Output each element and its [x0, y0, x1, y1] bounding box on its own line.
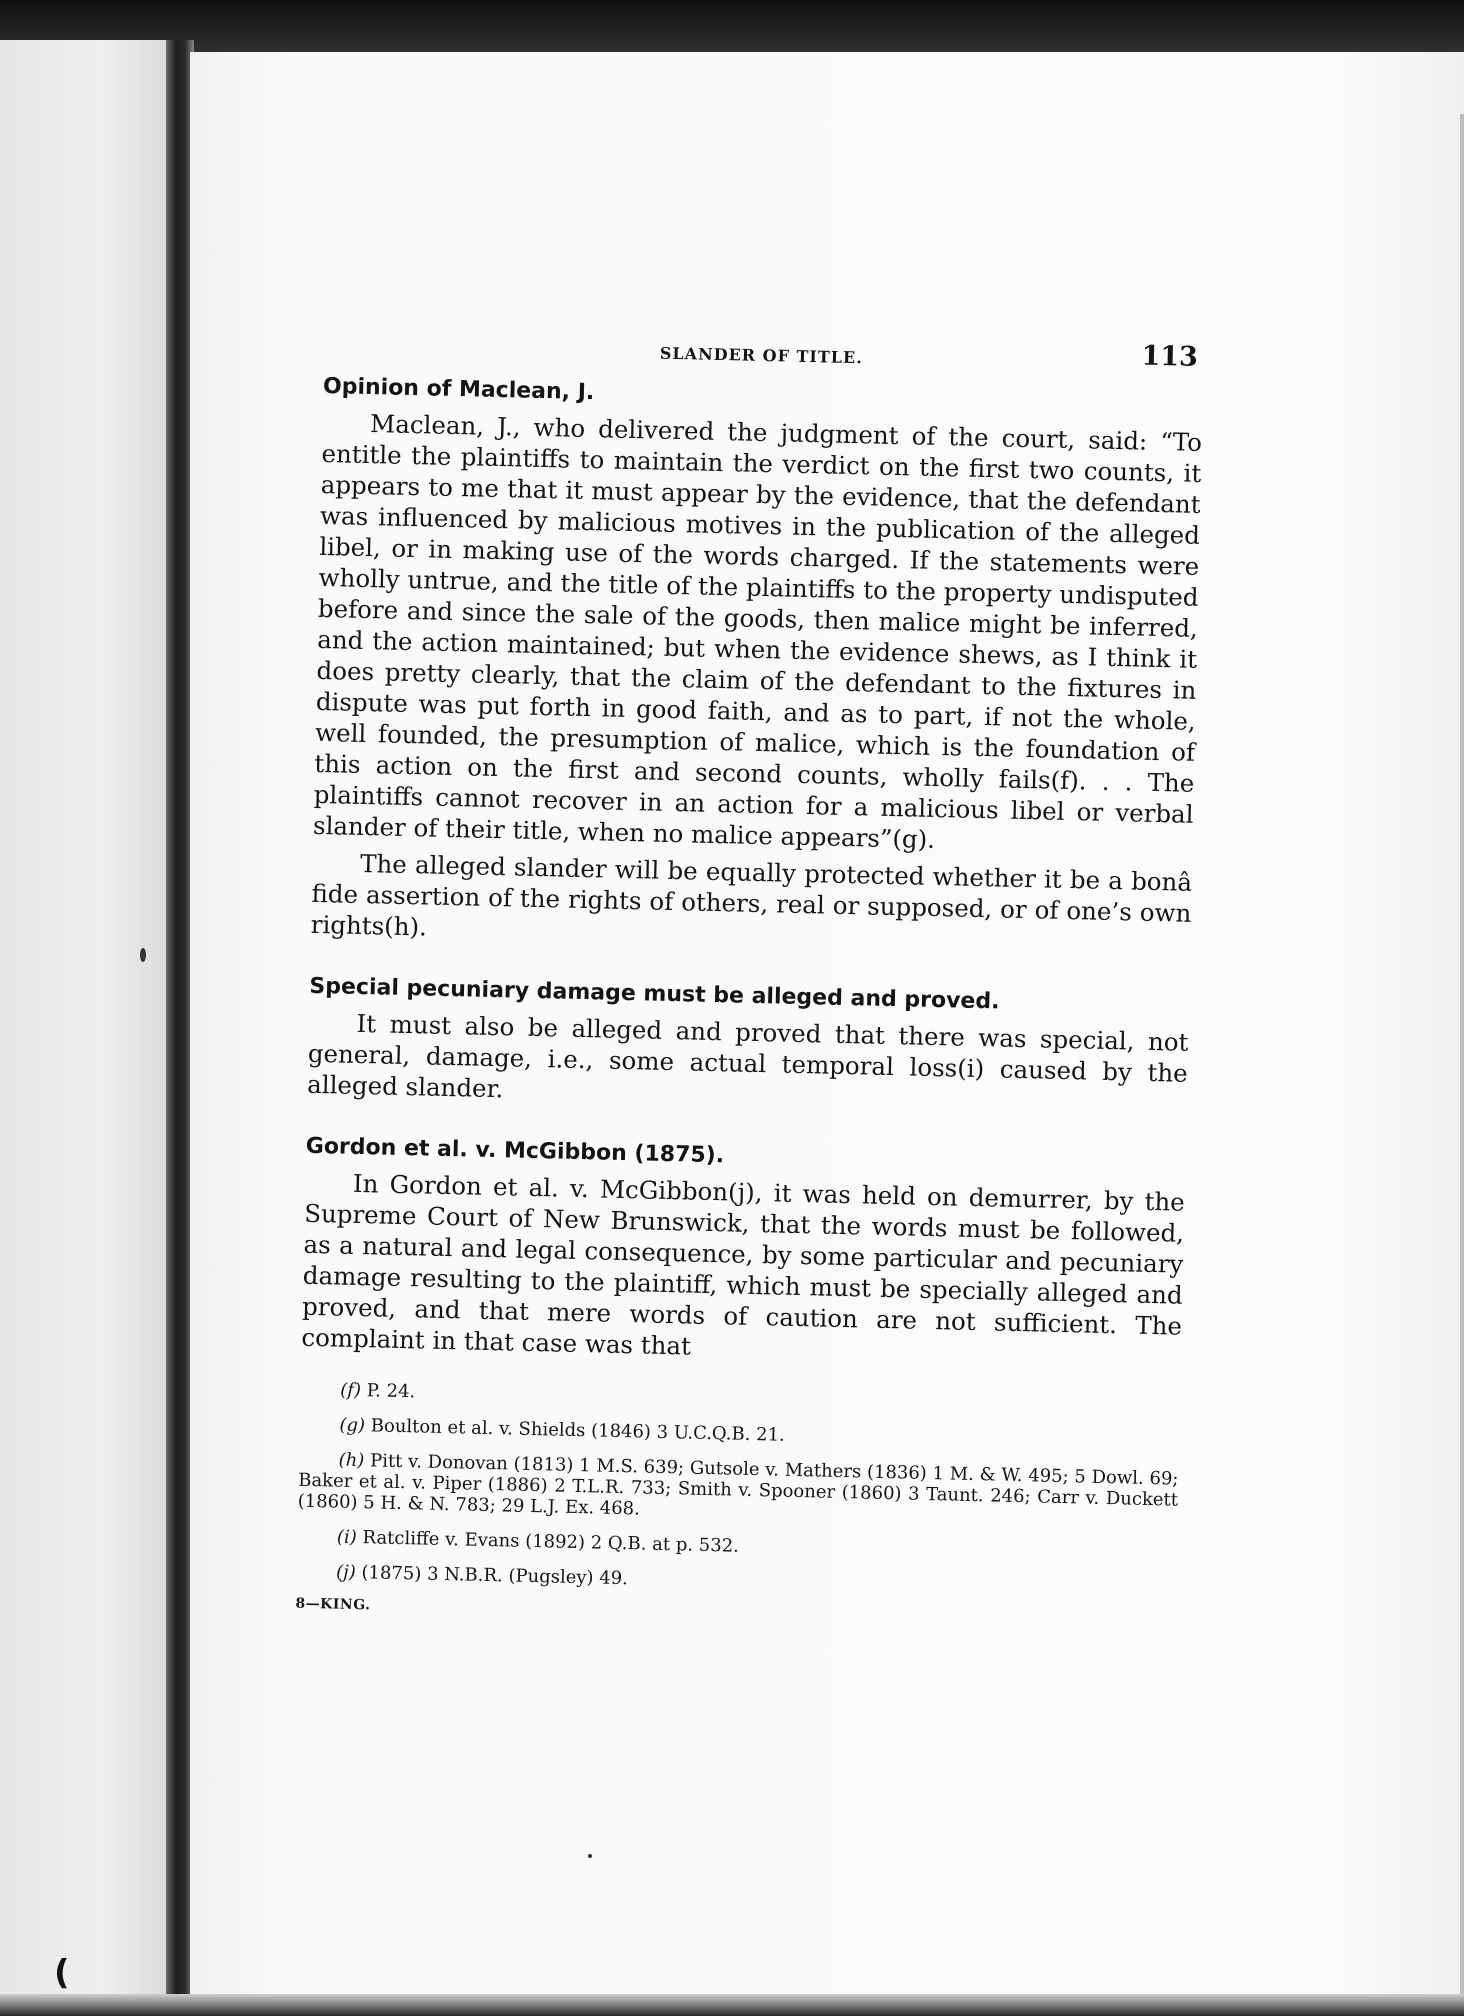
footnote	[298, 1449, 1179, 1532]
paragraph: The alleged slander will be equally protected whether it be a bonâ fide assertion of the rights of others, real or supposed, or of one’s own rights(h).	[310, 848, 1193, 942]
footnote-text: (1875) 3 N.B.R. (Pugsley) 49.	[361, 1562, 629, 1590]
dust-speck	[588, 1854, 592, 1858]
paragraph: In Gordon et al. v. McGibbon(j), it was held on demurrer, by the Supreme Court of New Brunswick, that the words must be followed, as a natural and legal consequence, by some particular and pecuniary damage resulting to the plaintiff, which must be specially alleged and proved, and that mere words of caution are not sufficient. The complaint in that case was that	[301, 1168, 1186, 1361]
footnote	[299, 1414, 1179, 1455]
page-number: 113	[1141, 340, 1199, 373]
film-bottom-band	[0, 1994, 1464, 2016]
footnote-text: Pitt v. Donovan (1813) 1 M.S. 639; Gutsole v. Mathers (1836) 1 M. & W. 495; 5 Dowl. 69; Baker et al. v. Piper (1886) 2 T.L.R. 733; Smith v. Spooner (1860) 3 Taunt. 246; Carr v. Duckett (1860) 5 H. & N. 783; 29 L.J. Ex. 468.	[297, 1450, 1179, 1520]
footnote-text: Boulton et al. v. Shields (1846) 3 U.C.Q.B. 21.	[370, 1415, 786, 1446]
footnote-marker: (g)	[339, 1414, 366, 1437]
footnote	[296, 1561, 1176, 1602]
paragraph: It must also be alleged and proved that there was special, not general, damage, i.e., some actual temporal loss(i) caused by the alleged slander.	[306, 1008, 1189, 1104]
footnote-marker: (f)	[340, 1379, 362, 1402]
paragraph: Maclean, J., who delivered the judgment of the court, said: “To entitle the plaintiffs to maintain the verdict on the first two counts, it appears to me that it must appear by the evidence, that the defendant was influenced by malicious motives in the publication of the alleged libel, or in making use of the words charged. If the statements were wholly untrue, and the title of the plaintiffs to the property undisputed before and since the sale of the goods, then malice might be inferred, and the action maintained; but when the evidence shews, as I think it does pretty clearly, that the claim of the defendant to the fixtures in dispute was put forth in good faith, and as to part, if not the whole, well founded, the presumption of malice, which is the foundation of this action on the first and second counts, wholly fails(f). . . The plaintiffs cannot recover in an action for a malicious libel or verbal slander of their title, when no malice appears”(g).	[312, 409, 1203, 854]
signature-mark: 8—KING.	[295, 1595, 371, 1614]
previous-page-edge	[0, 40, 172, 2016]
footnote	[297, 1526, 1177, 1567]
section-heading: Gordon et al. v. McGibbon (1875).	[305, 1133, 725, 1169]
running-title: SLANDER OF TITLE.	[659, 343, 864, 368]
margin-mark: (	[54, 1953, 70, 1993]
page-text	[295, 300, 1205, 1632]
dust-speck	[140, 948, 146, 962]
footnotes	[296, 1379, 1180, 1602]
page-right-edge	[1460, 114, 1464, 2016]
footnote-marker: (h)	[338, 1449, 365, 1472]
section-heading: Opinion of Maclean, J.	[322, 373, 595, 406]
footnote	[300, 1379, 1180, 1420]
footnote-text: Ratcliffe v. Evans (1892) 2 Q.B. at p. 532.	[362, 1527, 740, 1557]
footnote-marker: (j)	[335, 1561, 357, 1584]
section-heading: Special pecuniary damage must be alleged and proved.	[309, 973, 1000, 1015]
footnote-text: P. 24.	[366, 1380, 416, 1403]
footnote-marker: (i)	[336, 1526, 357, 1549]
